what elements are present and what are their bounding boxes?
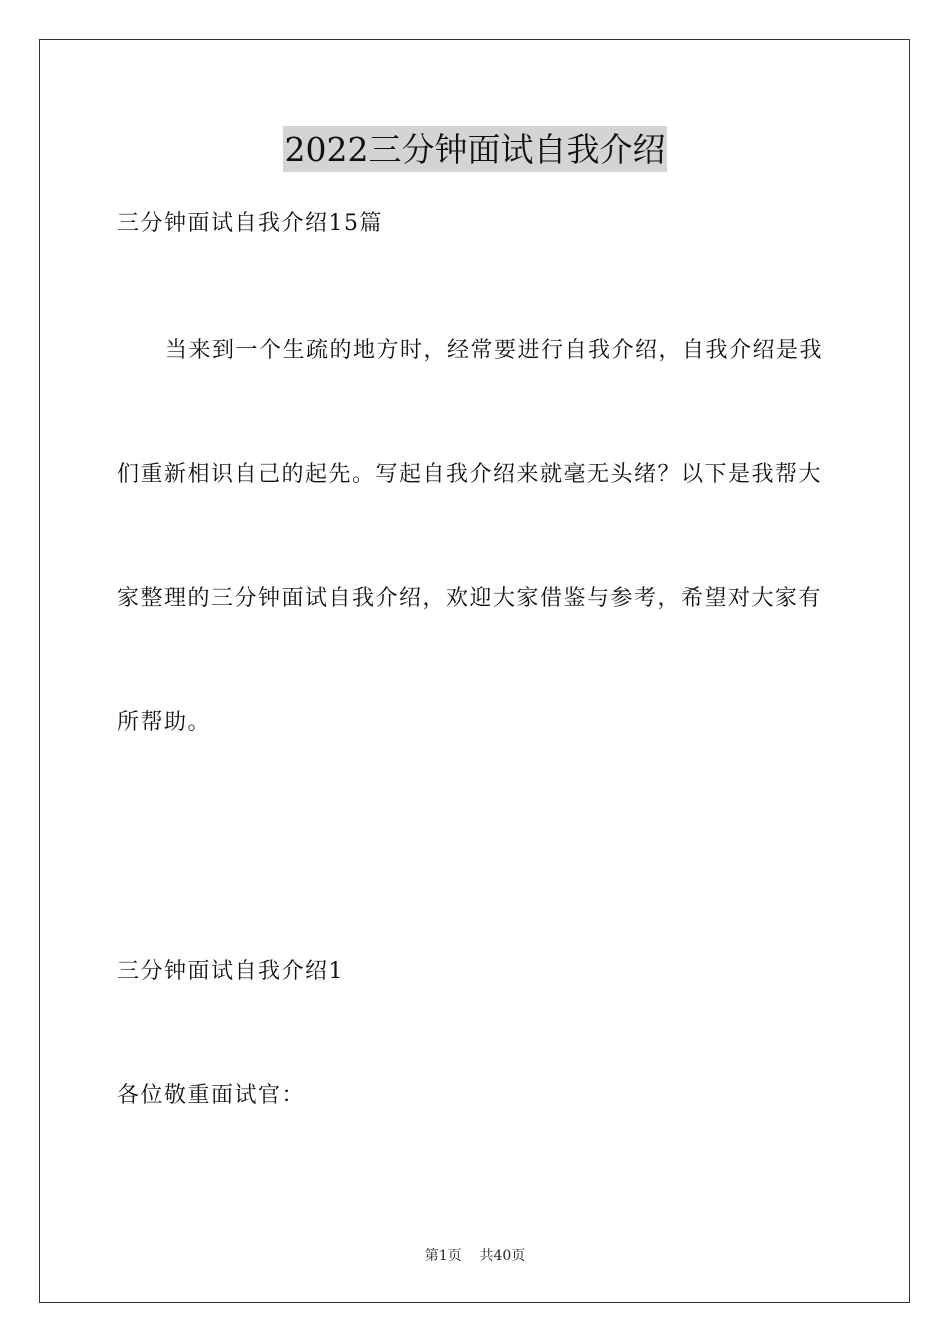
- intro-line-3: 家整理的三分钟面试自我介绍，欢迎大家借鉴与参考，希望对大家有: [117, 586, 823, 611]
- intro-line-4: 所帮助。: [117, 710, 212, 735]
- page-number: 第1页: [424, 1248, 462, 1264]
- document-title: 2022三分钟面试自我介绍: [283, 126, 668, 172]
- intro-line-2: 们重新相识自己的起先。写起自我介绍来就毫无头绪？以下是我帮大: [117, 462, 823, 487]
- document-subtitle: 三分钟面试自我介绍15篇: [117, 211, 383, 236]
- page-footer: [0, 1246, 950, 1266]
- salutation: 各位敬重面试官：: [117, 1083, 306, 1108]
- section-heading: 三分钟面试自我介绍1: [117, 959, 344, 984]
- intro-line-1: 当来到一个生疏的地方时，经常要进行自我介绍，自我介绍是我: [165, 338, 824, 363]
- title-container: [0, 126, 950, 172]
- page-total: 共40页: [479, 1248, 526, 1264]
